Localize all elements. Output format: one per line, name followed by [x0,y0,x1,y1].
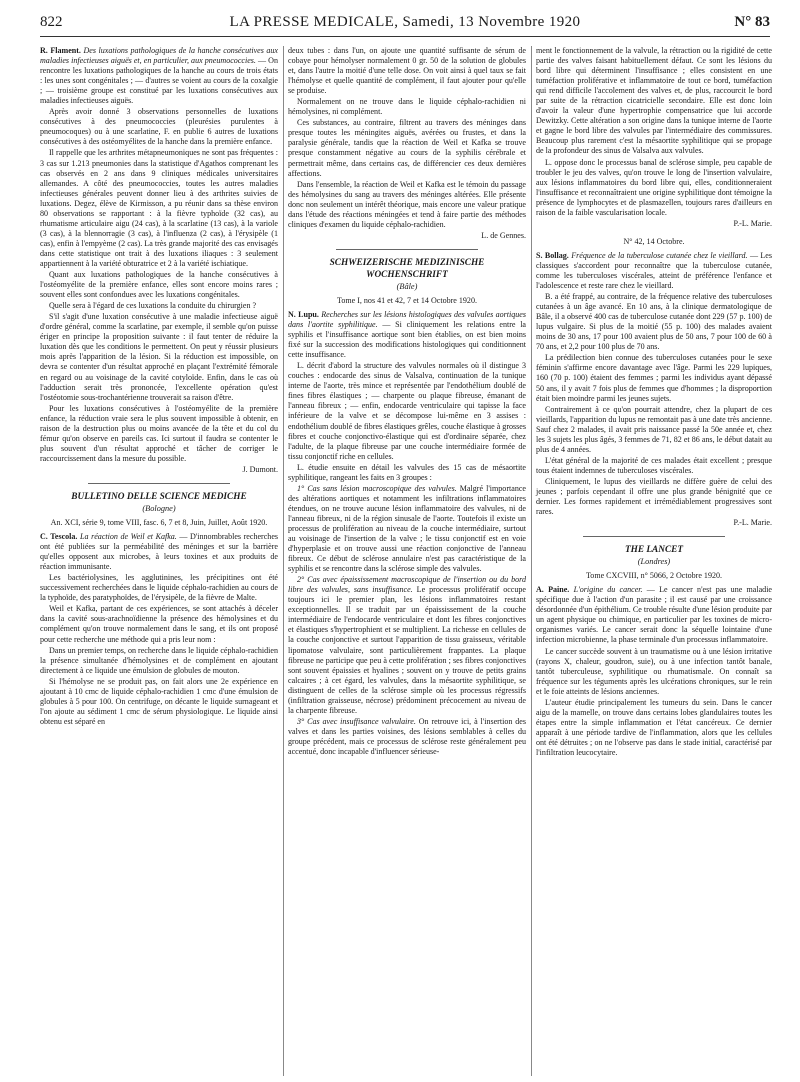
paragraph: ment le fonctionnement de la valvule, la rétraction ou la rigidité de cette partie des valves faisant habituellement défaut. Ce sont les lésions du bord libre qui déterminent l'insuffisance ; elles consistent en une tuméfaction proliférative et inflammatoire de tout ce bord, tuméfaction qui rend difficile l'accolement des valves et, de plus, raccourcit le bord par suite de la rétraction cicatricielle secondaire. Elle est donc loin d'avoir la valeur d'une hypertrophie compensatrice que lui accorde Dewitzky. Cette altération a son origine dans la tunique interne de l'aorte et gagne le bord libre des valvules par l'intermédiaire des commissures. Beaucoup plus rarement c'est la mésaortite syphilitique qui se propage de la profondeur des sinus de Valsalva aux valvules. [536,46,772,156]
paragraph: Si l'hémolyse ne se produit pas, on fait alors une 2e expérience en ajoutant à 10 cmc de liquide céphalo-rachidien 1 cmc d'une émulsion de globules à 5 pour 100. On centrifuge, on décante le liquide surnageant et l'on ajoute au sédiment 1 cmc de sérum physiologique. Le liquide ainsi obtenu est séparé en [40,676,278,726]
paragraph: Normalement on ne trouve dans le liquide céphalo-rachidien ni hémolysines, ni complément. [288,97,526,117]
column-divider [283,46,284,1076]
signature: J. Dumont. [242,464,278,474]
article-author: N. Lupu. [288,309,319,319]
article-lupu [288,310,526,360]
paragraph: L. décrit d'abord la structure des valvules normales où il distingue 3 couches : endocarde des sinus de Valsalva, continuation de la tunique interne de l'aorte, très mince et représentée par l'endothélium doublé de fines fibres élastiques ; — charpente ou plaque fibreuse, émanant de l'anneau fibreux ; — enfin, endocarde ventriculaire qui tapisse la face inférieure de la valve et se décompose lui-même en 3 assises : endothélium doublé de fibres élastiques grêles, couche élastique à grosses fibres et couche conjonctivo-élastique qui est d'ordinaire séparée, chez l'adulte, de la plaque fibreuse par une couche intermédiaire formée de tissu conjonctif riche en cellules. [288,361,526,461]
article-author: R. Flament. [40,46,81,55]
paragraph: Dans l'ensemble, la réaction de Weil et Kafka est le témoin du passage des hémolysines du sang au travers des méninges altérées. Elle présente donc non seulement un intérêt théorique, mais encore une valeur pratique dans l'étude des réactions méningées et tend à faire partie des méthodes cliniques d'examen du liquide céphalo-rachidien. [288,179,526,229]
article-title: Recherches sur les lésions histologiques des valvules aortiques dans l'aortite syphilitique. [288,309,527,330]
paragraph: — On rencontre les luxations pathologiques de la hanche au cours de trois états : les unes sont congénitales ; — d'autres se voient au cours de la coxalgie ; — troisième groupe est constitué par les luxations consécutives aux maladies infectieuses aiguës. [40,56,278,106]
article-author: S. Bollag. [536,250,569,260]
group-heading: 3° Cas avec insuffisance valvulaire. [297,716,416,726]
column-3 [536,46,772,759]
paragraph-text: On retrouve ici, à l'insertion des valves et dans les parties voisines, des lésions semblables à celles du groupe précédent, mais ce processus de sclérose reste généralement peu accentué, donc incapable d'influencer sérieuse- [288,716,526,756]
paragraph: Le cancer succède souvent à un traumatisme ou à une lésion irritative (rayons X, chaleur, goudron, suie), ou à une infection tantôt banale, tantôt tuberculeuse, syphilitique ou rhumatismale. On connaît sa fréquence sur les téguments après les ulcérations chroniques, sur le rein et le foie atteints de lésions anciennes. [536,646,772,696]
article-paine [536,585,772,645]
paragraph: — D'innombrables recherches ont été publiées sur la perméabilité des méninges et sur la barrière qu'elles opposent aux microbes, à leurs toxines et aux produits de réaction immunisante. [40,532,279,572]
article-author: C. Tescola. [40,532,78,542]
signature: L. de Gennes. [481,230,526,240]
paragraph: L. oppose donc le processus banal de sclérose simple, peu capable de troubler le jeu des valves, qu'on trouve le long de l'insertion valvulaire, aux lésions inflammatoires du bord libre qui, elles, conditionneraient l'insuffisance et reconnaîtraient une origine syphilitique dont témoigne la présence de lymphocytes et de plasmazellen, toujours rares d'ailleurs en raison de la faible vascularisation locale. [536,157,772,217]
paragraph: Pour les luxations consécutives à l'ostéomyélite de la première enfance, la réduction vraie sera le plus souvent impossible à obtenir, en raison de la destruction plus ou moins avancée de la tête et du col du fémur qu'on observe en pareils cas. Ici surtout il faudra se contenter le plus souvent d'un résultat approché et tâcher de corriger le raccourcissement dans la mesure du possible. [40,403,278,463]
paragraph-text: Malgré l'importance des altérations aortiques et notamment les infiltrations inflammatoires étendues, on ne trouve aucune lésion inflammatoire des valvules, ni de l'anneau fibreux, ni de la région sinusale de l'aorte. Toutefois il existe un processus de prolifération au niveau de la couche intermédiaire, surtout au voisinage de l'insertion de la valve ; le tissu conjonctif est en voie d'hyperplasie et on trouve aussi une réaction conjonctive de l'anneau fibreux. Ce début de sclérose annulaire n'est pas caractéristique de la syphilis et se rencontre dans la sclérose simple des valvules. [288,483,526,574]
paragraph: La prédilection bien connue des tuberculoses cutanées pour le sexe féminin s'affirme encore davantage avec l'âge. Parmi les 229 lupiques, 160 (70 p. 100) étaient des femmes ; parmi les individus ayant dépassé 50 ans, il y avait 7 fois plus de femmes que d'hommes ; la disproportion était bien moindre parmi les jeunes sujets. [536,353,772,403]
paragraph: L. étudie ensuite en détail les valvules des 15 cas de mésaortite syphilitique, rangeant les faits en 3 groupes : [288,462,526,482]
journal-issue: N° 42, 14 Octobre. [623,236,685,246]
journal-city: (Londres) [637,557,671,567]
paragraph: Quant aux luxations pathologiques de la hanche consécutives à l'ostéomyélite de la première enfance, elles sont encore moins rares ; souvent elles sont confondues avec les luxations congénitales. [40,270,278,300]
paragraph: Il rappelle que les arthrites métapneumoniques ne sont pas fréquentes : 3 cas sur 1.213 pneumonies dans la statistique d'Agathos comprenant les cas observés en 2 ans dans 9 cliniques médicales universitaires allemandes. A côté des pneumococcies, toutes les autres maladies infectieuses générales peuvent donner lieu à des arthrites suivies de luxations. Degez, élève de Kirmisson, a pu réunir dans sa thèse environ 80 observations se rapportant : à la fièvre typhoïde (32 cas), au rhumatisme articulaire aigu (24 cas), à la scarlatine (13 cas), à la variole (3 cas), à la blennorragie (3 cas), à l'influenza (2 cas), à l'érysipèle (1 cas), enfin à l'empyème (2 cas). La très grande majorité des cas envisagés dans cette statistique ont trait à des luxations iliaques : 3 seulement appartiennent à la variété obturatrice et 2 à la variété ischiatique. [40,148,278,268]
paragraph: Ces substances, au contraire, filtrent au travers des méninges dans presque toutes les méningites aiguës, avérées ou frustes, et dans la paralysie générale, tandis que la réaction de Weil et Kafka se trouve presque constamment négative au cours de la syphilis cérébrale et permettrait même, dans certains cas, de différencier ces deux dernières affections. [288,118,526,178]
article-bollag [536,251,772,291]
group-heading: 2° Cas avec épaississement macroscopique de l'insertion ou du bord libre des valvules, sans insuffisance. [288,575,526,595]
header-rule [40,36,770,37]
paragraph: deux tubes : dans l'un, on ajoute une quantité suffisante de sérum de cobaye pour hémolyser normalement 0 gr. 50 de la solution de globules et, dans l'autre la moitié d'une telle dose. On voit ainsi à quel taux se fait l'hémolyse et quelle quantité de complément, il faut ajouter pour qu'elle se produise. [288,46,526,96]
signature: P.-L. Marie. [733,218,772,228]
paragraph: L'état général de la majorité de ces malades était excellent ; presque tous étaient indemnes de tuberculoses viscérales. [536,455,772,475]
paragraph: B. a été frappé, au contraire, de la fréquence relative des tuberculoses cutanées à un âge avancé. En 10 ans, à la clinique dermatologique de Bâle, il a observé 400 cas de tuberculose cutanée dont 229 (57 p. 100) de lupus vulgaire. Si plus de la moitié (55 p. 100) des malades avaient moins de 30 ans, 17 pour 100 avaient plus de 50 ans, 7 pour 100 de 60 à 70 ans, et 2,2 pour 100 plus de 70 ans. [536,292,772,352]
paragraph: Les bactériolysines, les agglutinines, les précipitines ont été successivement recherchées dans le liquide céphalo-rachidien au cours de la typhoïde, des paratyphoïdes, de l'érysipèle, de la fièvre de Malte. [40,573,278,603]
journal-title: SCHWEIZERISCHE MEDIZINISCHE WOCHENSCHRIFT [329,257,485,280]
article-flament [40,46,278,106]
paragraph: Contrairement à ce qu'on pourrait attendre, chez la plupart de ces vieillards, l'apparition du lupus ne remontait pas à une date très ancienne. Sauf chez 2 malades, il avait pris naissance passé la 50e année et, chez les 3 sujets les plus âgés, 3 femmes de 71, 82 et 86 ans, le début datait au plus de 4 années. [536,404,772,454]
paragraph: — Le cancer n'est pas une maladie spécifique due à l'action d'un parasite ; il est causé par une croissance désordonnée d'un épithélium. Ce trouble résulte d'une lésion produite par un agent physique ou chimique, en particulier par les toxines de micro-organismes variés. Le cancer serait donc la séquelle lointaine d'une infection microbienne, la phase terminale d'un processus inflammatoire. [536,585,772,645]
paragraph: Quelle sera à l'égard de ces luxations la conduite du chirurgien ? [49,301,257,311]
journal-city: (Bologne) [142,503,176,513]
paragraph: Après avoir donné 3 observations personnelles de luxations consécutives à des pneumococcies (pleurésies purulentes à pneumocoques) ou à une scarlatine, F. en publie 6 autres de luxations consécutives à des ostéomyélites de la hanche dans la première enfance. [40,107,278,147]
journal-issue: Tome I, nos 41 et 42, 7 et 14 Octobre 1920. [336,295,477,305]
section-rule [583,536,725,537]
journal-issue: Tome CXCVIII, n° 5066, 2 Octobre 1920. [585,571,723,581]
paragraph-text: Le processus prolifératif occupe toujours ici le premier plan, les lésions inflammatoires restant exceptionnelles. Il se traduit par un épaississement de la couche intermédiaire de l'endocarde ventriculaire et dont les fibres conjonctives et élastiques s'hypertrophient et se multiplient. La richesse en cellules de la couche conjonctive et surtout l'apparition de tissu graisseux, véritable lipomatose valvulaire, sont particulièrement frappantes. La plaque fibreuse ne participe que peu à cette prolifération ; ses fibres conjonctives sont souvent épaissies et hyalines ; souvent on y trouve de petits grains calcaires ; à cet égard, les valvules, dans la mésaortite syphilitique, se distinguent de celles de la sclérose simple où les processus régressifs (infiltration graisseuse, nécrose) prédominent précocement au niveau de la charpente fibreuse. [288,585,526,715]
paragraph [288,717,526,757]
journal-city: (Bâle) [396,281,418,291]
journal-header-title: LA PRESSE MEDICALE, Samedi, 13 Novembre 1920 [229,14,581,30]
page-number: 822 [40,14,63,30]
paragraph: S'il s'agit d'une luxation consécutive à une maladie infectieuse aiguë d'ordre général, comme la scarlatine, par exemple, il semble qu'on puisse ériger en principe la proposition suivante : il faut tenter de réduire la luxation dès que les conditions le permettent. On peut y réussir plusieurs mois après l'apparition de la lésion. Si la réduction est impossible, on devra se contenter d'un résultat approché en plaçant l'extrémité fémorale en regard ou au voisinage de la cavité cotyloïde. Enfin, dans le cas où l'adduction serait très prononcée, l'excellente opération qu'est l'ostéotomie sous-trochantérienne trouverait sa raison d'être. [40,312,278,402]
article-title: La réaction de Weil et Kafka. [80,532,177,542]
signature: P.-L. Marie. [733,518,772,528]
issue-number: N° 83 [734,14,770,30]
paragraph: — Si cliniquement les relations entre la syphilis et l'insuffisance aortique sont bien établies, on est bien moins fixé sur la succession des modifications histologiques qui conditionnent cette insuffisance. [288,320,527,360]
column-2 [288,46,526,758]
paragraph: Dans un premier temps, on recherche dans le liquide céphalo-rachidien la présence simultanée d'hémolysines et de complément en ajoutant directement à ce liquide une émulsion de globules de mouton. [40,645,278,675]
page-header [40,14,770,38]
paragraph: L'auteur étudie principalement les tumeurs du sein. Dans le cancer aigu de la mamelle, on trouve dans certains lobes glandulaires toutes les étapes entre la simple inflammation et l'état cancéreux. Ce dernier apparaît à une période tardive de l'inflammation, alors que les cellules ont été détruites ; on ne l'observe pas dans le stade initial, caractérisé par l'infiltration leucocytaire. [536,697,772,757]
article-title: Des luxations pathologiques de la hanche consécutives aux maladies infectieuses aiguës et, en particulier, aux pneumococcies. [40,46,279,66]
article-title: L'origine du cancer. [573,585,643,595]
article-tescola [40,532,278,572]
journal-title: THE LANCET [624,545,684,556]
paragraph: — Les classiques s'accordent pour reconnaître que la tuberculose cutanée, comme les tuberculoses viscérales, atteint de préférence l'enfance et l'adolescence et reste rare chez le vieillard. [536,250,772,291]
journal-title: BULLETINO DELLE SCIENCE MEDICHE [71,491,247,502]
paragraph [288,575,526,716]
column-1 [40,46,278,728]
journal-issue: An. XCI, série 9, tome VIII, fasc. 6, 7 et 8, Juin, Juillet, Août 1920. [50,518,268,528]
article-author: A. Paine. [536,585,570,595]
paragraph: Weil et Kafka, partant de ces expériences, se sont attachés à déceler dans la cavité sous-arachnoïdienne la présence des hémolysines et du complément qu'on trouve normalement dans le sang, et ils ont proposé pour cette recherche une méthode qui a pris leur nom : [40,604,278,644]
section-rule [336,249,479,250]
column-divider [531,46,532,1076]
section-rule [88,483,231,484]
paragraph: Cliniquement, le lupus des vieillards ne diffère guère de celui des jeunes ; parfois cependant il offre une plus grande bénignité que ce dernier. Les formes rapidement et irrémédiablement progressives sont rares. [536,476,772,517]
article-title: Fréquence de la tuberculose cutanée chez le vieillard. [571,250,748,260]
group-heading: 1° Cas sans lésion macroscopique des valvules. [297,483,457,493]
paragraph [288,484,526,574]
